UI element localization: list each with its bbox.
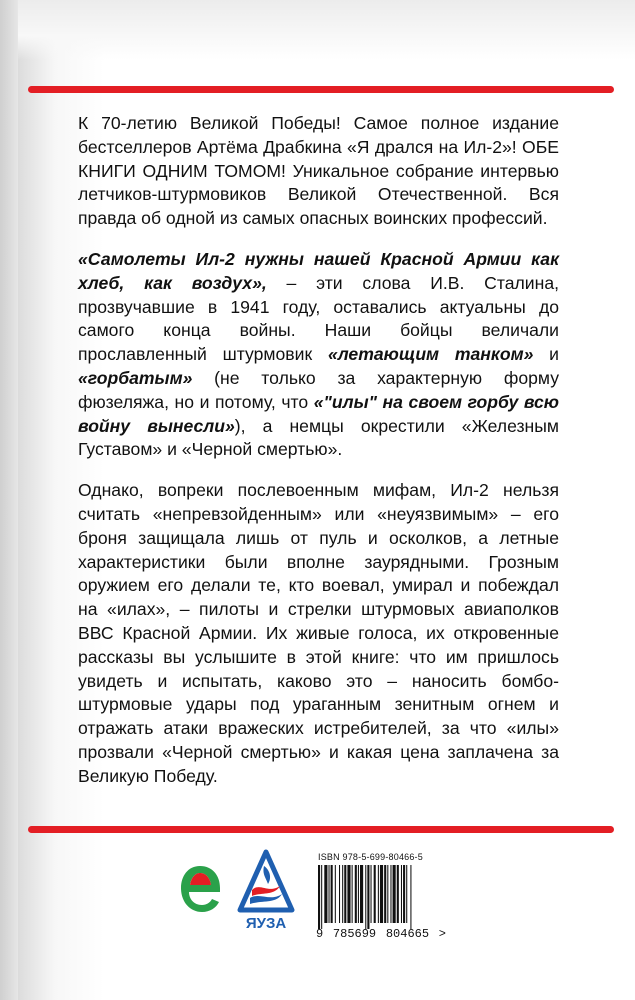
paragraph-intro: К 70-летию Великой Победы! Самое полное издание бестселлеров Артёма Драбкина «Я дрался на Ил-2»! ОБЕ КНИГИ ОДНИМ ТОМОМ! Уникальное собрание интервью летчиков-штурмовиков Великой Отечественной. Вся правда об одной из самых опасных воинских профессий. bbox=[78, 113, 559, 229]
text-segment: и bbox=[533, 344, 560, 365]
quote-ily: «"илы" на своем горбу всю войну вынесли» bbox=[78, 391, 560, 436]
barcode-icon bbox=[316, 865, 446, 929]
annotation-text bbox=[78, 112, 559, 806]
barcode-first-digit: 9 bbox=[316, 927, 324, 941]
isbn-block bbox=[316, 852, 448, 941]
paragraph-stalin-quote bbox=[78, 248, 559, 462]
text-segment: ), а немцы окрестили «Железным Густавом» и «Черной смертью». bbox=[78, 415, 559, 460]
top-red-divider bbox=[28, 86, 614, 93]
text-segment: – эти слова И.В. Сталина, прозвучавшие в 1941 году, оставались актуальны до самого конца войны. Наши бойцы величали прославленный штурмовик bbox=[78, 272, 560, 365]
quote-flying-tank: «летающим танком» bbox=[327, 344, 534, 365]
spine-edge bbox=[0, 0, 18, 1000]
barcode-group-left: 785699 bbox=[332, 927, 377, 941]
yauza-logo-icon bbox=[234, 848, 298, 934]
barcode-group-right: 804665 bbox=[385, 927, 430, 941]
top-shadow bbox=[18, 0, 635, 60]
isbn-label: ISBN 978-5-699-80466-5 bbox=[318, 852, 423, 862]
barcode-end-mark: > bbox=[438, 927, 446, 941]
text-segment: (не только за характерную форму фюзеляжа, но и потому, что bbox=[78, 367, 559, 412]
paragraph-myths: Однако, вопреки послевоенным мифам, Ил-2 нельзя считать «непревзойденным» или «неуязвимым» – его броня защищала лишь от пуль и осколков, а летные характеристики были вполне заурядными. Грозным оружием его делали те, кто воевал, умирал и побеждал на «илах», – пилоты и стрелки штурмовых авиаполков ВВС Красной Армии. Их живые голоса, их откровенные рассказы вы услышите в этой книге: что им пришлось увидеть и испытать, каково это – наносить бомбо-штурмовые удары под ураганным зенитным огнем и отражать атаки вражеских истребителей, за что «илы» прозвали «Черной смертью» и какая цена заплачена за Великую Победу. bbox=[78, 480, 559, 786]
barcode-number bbox=[316, 927, 446, 941]
bottom-red-divider bbox=[28, 826, 614, 833]
eksmo-logo-icon bbox=[178, 862, 222, 918]
yauza-logo-text: ЯУЗА bbox=[245, 915, 287, 932]
quote-stalin: «Самолеты Ил-2 нужны нашей Красной Армии как хлеб, как воздух», bbox=[78, 248, 559, 293]
quote-humpback: «горбатым» bbox=[78, 367, 193, 388]
